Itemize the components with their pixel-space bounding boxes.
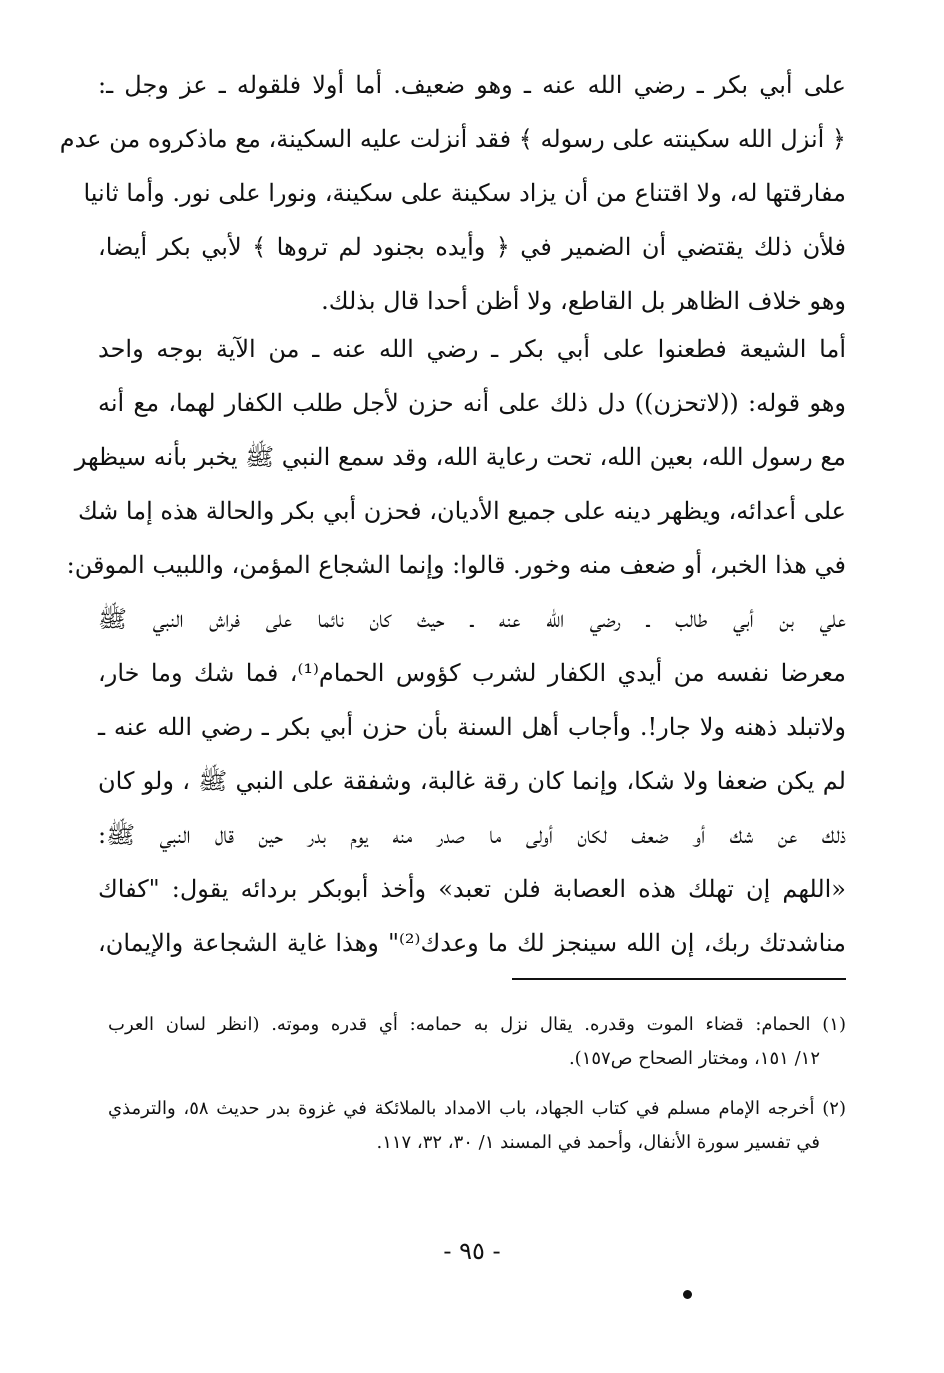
text-line: وهو قوله: ((لاتحزن)) دل ذلك على أنه حزن لأجل طلب الكفار لهما، مع أنه <box>98 389 846 417</box>
footnote-line: (٢) أخرجه الإمام مسلم في كتاب الجهاد، باب الامداد بالملائكة في غزوة بدر حديث ٥٨، والترمذي <box>108 1098 846 1119</box>
footnote-line: ١٢/ ١٥١، ومختار الصحاح ص١٥٧). <box>568 1048 820 1069</box>
footnote-line: في تفسير سورة الأنفال، وأحمد في المسند ١/ ٣٠، ٣٢، ١١٧. <box>376 1132 820 1153</box>
footnotes <box>108 1008 846 1176</box>
text-line: على أعدائه، ويظهر دينه على جميع الأديان، فحزن أبي بكر والحالة هذه إما شك <box>77 497 846 525</box>
text-line: معرضا نفسه من أيدي الكفار لشرب كؤوس الحمام⁽¹⁾، فما شك وما خار، <box>98 659 846 687</box>
text-line: أما الشيعة فطعنوا على أبي بكر ـ رضي الله عنه ـ من الآية بوجه واحد <box>98 335 846 363</box>
text-line: على أبي بكر ـ رضي الله عنه ـ وهو ضعيف. أما أولا فلقوله ـ عز وجل ـ: <box>98 71 846 99</box>
text-line: علي بن أبي طالب ـ رضي الله عنه ـ حيث كان نائما على فراش النبي ﷺ <box>98 605 846 633</box>
footnote-line: (١) الحمام: قضاء الموت وقدره. يقال نزل به حمامه: أي قدره وموته. (انظر لسان العرب <box>108 1014 846 1035</box>
page-number: - ٩٥ - <box>443 1237 501 1265</box>
footnote-1 <box>108 1008 846 1076</box>
body-paragraph-2 <box>66 322 846 970</box>
text-line: «اللهم إن تهلك هذه العصابة فلن تعبد» وأخذ أبوبكر بردائه يقول: "كفاك <box>98 875 846 903</box>
text-line: مناشدتك ربك، إن الله سينجز لك ما وعدك⁽²⁾" وهذا غاية الشجاعة والإيمان، <box>98 929 846 957</box>
text-line: ﴿ أنزل الله سكينته على رسوله ﴾ فقد أنزلت عليه السكينة، مع ماذكروه من عدم <box>59 125 846 153</box>
footnote-2 <box>108 1092 846 1160</box>
text-line: في هذا الخبر، أو ضعف منه وخور. قالوا: وإنما الشجاع المؤمن، واللبيب الموقن: <box>66 551 846 579</box>
scan-dot-mark <box>683 1290 692 1299</box>
text-line: ذلك عن شك أو ضعف لكان أولى ما صدر منه يوم بدر حين قال النبي ﷺ: <box>98 821 846 849</box>
footnote-separator <box>512 978 846 980</box>
text-line: لم يكن ضعفا ولا شكا، وإنما كان رقة غالبة، وشفقة على النبي ﷺ ، ولو كان <box>98 767 846 795</box>
text-line: وهو خلاف الظاهر بل القاطع، ولا أظن أحدا قال بذلك. <box>321 287 846 315</box>
text-line: فلأن ذلك يقتضي أن الضمير في ﴿ وأيده بجنود لم تروها ﴾ لأبي بكر أيضا، <box>98 233 846 261</box>
body-paragraph-1 <box>59 58 846 328</box>
text-line: مع رسول الله، بعين الله، تحت رعاية الله، وقد سمع النبي ﷺ يخبر بأنه سيظهر <box>74 443 846 471</box>
text-line: مفارقتها له، ولا اقتناع من أن يزاد سكينة على سكينة، ونورا على نور. وأما ثانيا <box>83 179 846 207</box>
text-line: ولاتبلد ذهنه ولا جار!. وأجاب أهل السنة بأن حزن أبي بكر ـ رضي الله عنه ـ <box>98 713 846 741</box>
